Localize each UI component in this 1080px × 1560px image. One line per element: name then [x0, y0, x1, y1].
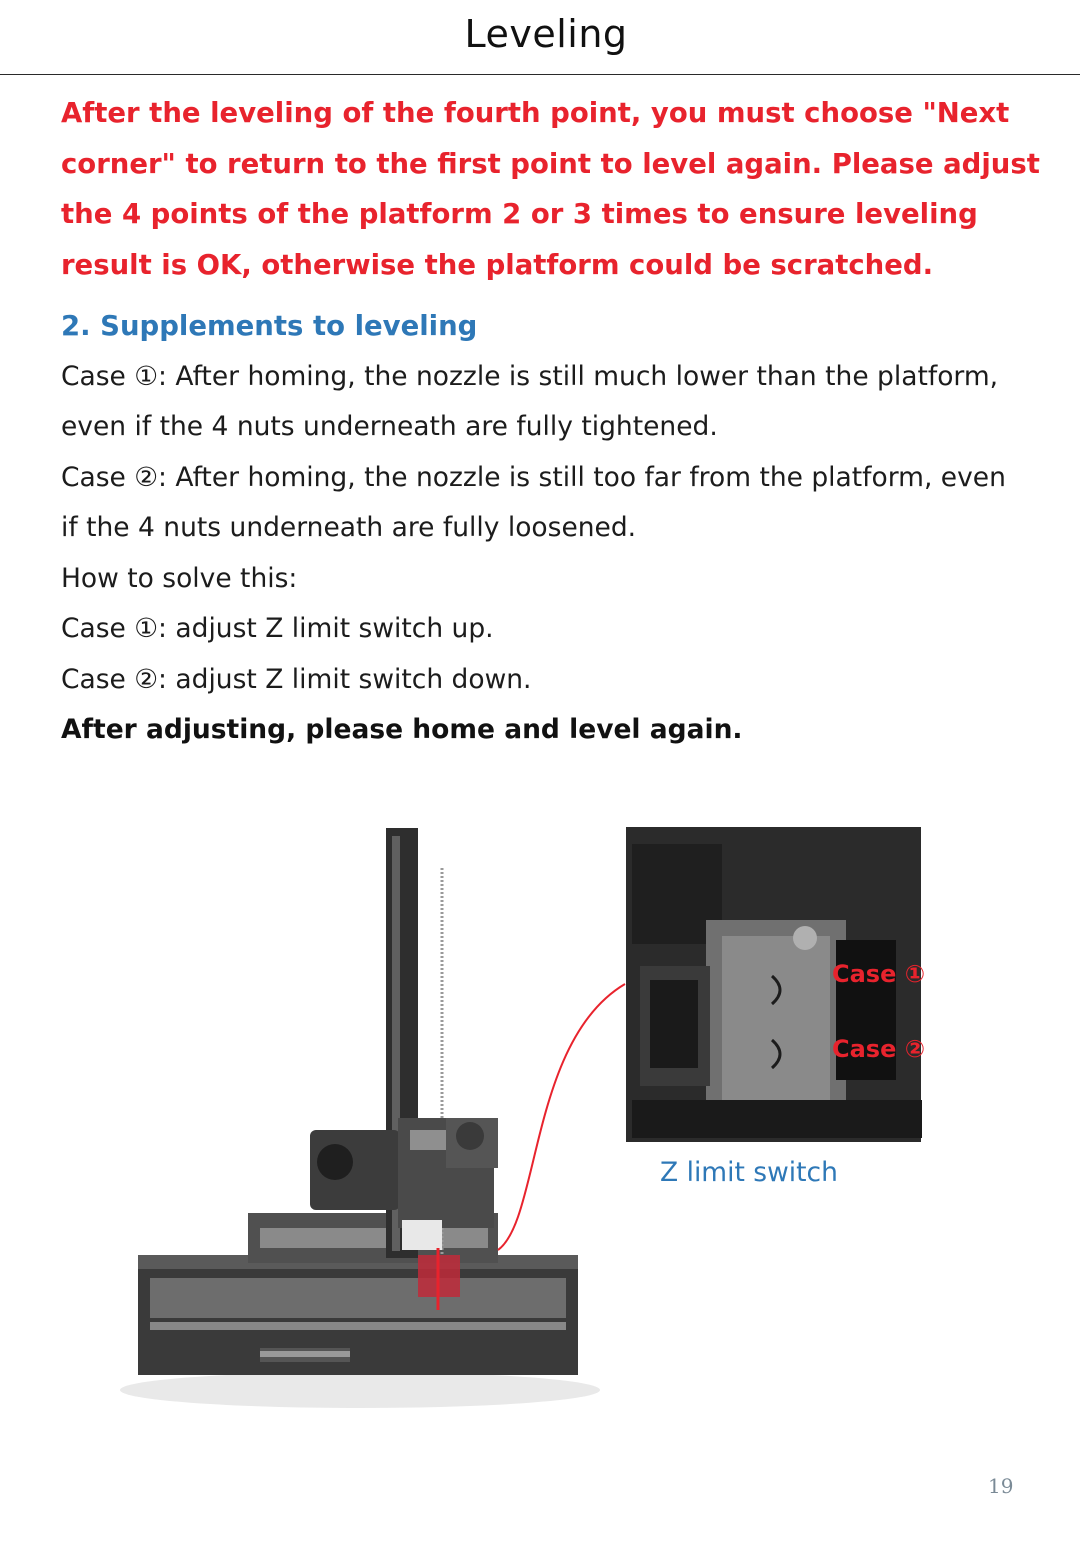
title-divider	[0, 74, 1080, 75]
figure-caption: Z limit switch	[660, 1157, 838, 1188]
page-number: 19	[988, 1474, 1014, 1498]
printer-illustration	[110, 800, 970, 1440]
case2-problem-line-2: if the 4 nuts underneath are fully loosened.	[61, 512, 637, 543]
printer-diagram	[110, 800, 970, 1440]
printer-base	[138, 1213, 578, 1375]
printer-shadow	[120, 1372, 600, 1408]
case1-problem-line-1: Case ①: After homing, the nozzle is still much lower than the platform,	[61, 361, 999, 392]
case2-solution: Case ②: adjust Z limit switch down.	[61, 664, 532, 695]
closing-instruction: After adjusting, please home and level again.	[61, 714, 743, 745]
page-title: Leveling	[464, 12, 628, 56]
section-heading: 2. Supplements to leveling	[61, 310, 478, 342]
case2-problem-line-1: Case ②: After homing, the nozzle is still too far from the platform, even	[61, 462, 1006, 493]
how-to-solve-label: How to solve this:	[61, 563, 298, 594]
callout-case2: Case ②	[832, 1035, 926, 1063]
case1-solution: Case ①: adjust Z limit switch up.	[61, 613, 494, 644]
detail-connector-line	[498, 984, 625, 1250]
case1-problem-line-2: even if the 4 nuts underneath are fully tightened.	[61, 411, 718, 442]
callout-case1: Case ①	[832, 960, 926, 988]
leveling-warning: After the leveling of the fourth point, you must choose "Next corner" to return to the first point to level again. Please adjust the 4 points of the platform 2 or 3 times to ensure leveling result is OK, otherwise the platform could be scratched.	[61, 97, 1040, 281]
